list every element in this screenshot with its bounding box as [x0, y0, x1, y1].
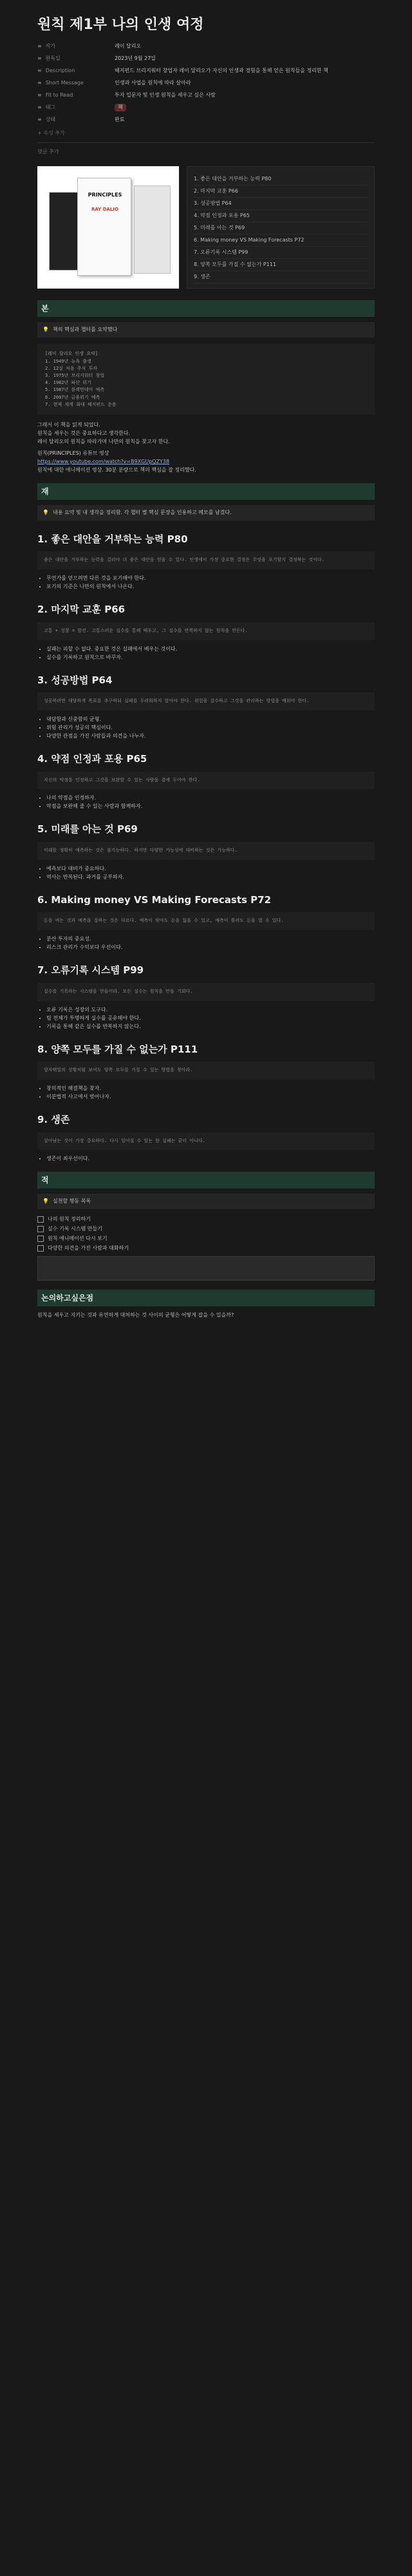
toc-item[interactable]: 2. 마지막 교훈 P66	[194, 186, 368, 198]
property-key	[37, 79, 115, 87]
summary-code-block	[37, 344, 375, 415]
property-key-label: Fit to Read	[45, 92, 73, 99]
property-icon: ≡	[37, 80, 42, 86]
toc-item[interactable]: 8. 양쪽 모두를 가질 수 없는가 P111	[194, 259, 368, 271]
property-list	[37, 43, 375, 128]
todo-label: 다양한 의견을 가진 사람과 대화하기	[48, 1245, 129, 1252]
code-line: 5. 1987년 블랙먼데이 예측	[45, 387, 105, 393]
note-item: • 위험 관리가 성공의 핵심이다.	[46, 724, 375, 732]
property-key-label: 태그	[45, 104, 56, 111]
chapter-notes	[37, 1006, 375, 1031]
chapter-quote: 좋은 대안을 거부하는 능력을 길러야 더 좋은 대안을 얻을 수 있다. 인생에서 가장 중요한 결정은 무엇을 포기할지 결정하는 것이다.	[37, 551, 375, 569]
page-title: 원칙 제1부 나의 인생 여정	[37, 17, 204, 33]
property-icon: ≡	[37, 104, 42, 111]
chapter-notes	[37, 935, 375, 951]
chapter-title: 6. Making money VS Making Forecasts P72	[37, 893, 272, 906]
todo-label: 원칙 애니메이션 다시 보기	[48, 1236, 108, 1242]
toc-item[interactable]: 1. 좋은 대안을 거부하는 능력 P80	[194, 173, 368, 186]
chapter-title: 4. 약점 인정과 포용 P65	[37, 753, 147, 765]
note-item: • 무언가를 얻으려면 다른 것을 포기해야 한다.	[46, 575, 375, 582]
intro-text	[37, 421, 375, 446]
property-value-text: 투자 입문자 및 인생 원칙을 세우고 싶은 사람	[115, 92, 216, 99]
section-jeok: 적	[37, 1172, 375, 1188]
chapter-quote: 양자택일의 상황처럼 보여도 양쪽 모두를 가질 수 있는 방법을 찾아라.	[37, 1062, 375, 1080]
code-line: 2. 12살 처음 주식 투자	[45, 365, 98, 371]
todo-label: 실수 기록 시스템 만들기	[48, 1226, 102, 1232]
chapter-title: 2. 마지막 교훈 P66	[37, 604, 126, 616]
code-line: 7. 현재 세계 최대 헤지펀드 운용	[45, 401, 117, 407]
link-description: 원칙에 대한 애니메이션 영상. 30분 분량으로 책의 핵심을 잘 정리했다.	[37, 466, 196, 473]
callout-text: 실천할 행동 목록	[52, 1198, 91, 1205]
todo-item[interactable]	[37, 1245, 375, 1252]
lightbulb-icon: 💡	[42, 509, 49, 515]
property-value	[115, 79, 375, 87]
callout-text: 내용 요약 및 내 생각을 정리함. 각 챕터 별 핵심 문장을 인용하고 메모를 남겼다.	[52, 509, 232, 515]
cover-author: RAY DALIO	[91, 207, 118, 213]
property-value	[115, 67, 375, 75]
property-row[interactable]	[37, 91, 375, 104]
property-value-text: 레이 달리오	[115, 43, 142, 50]
chapter-list	[37, 532, 375, 1163]
property-key-label: Short Message	[45, 80, 84, 86]
checkbox[interactable]	[37, 1236, 44, 1242]
chapter-quote: 자신의 약점을 인정하고 그것을 보완할 수 있는 사람을 곁에 두어야 한다.	[37, 772, 375, 790]
property-row[interactable]	[37, 43, 375, 55]
checkbox[interactable]	[37, 1226, 44, 1232]
note-item: • 약점을 보완해 줄 수 있는 사람과 함께하자.	[46, 803, 375, 810]
note-item: • 이분법적 사고에서 벗어나자.	[46, 1093, 375, 1101]
property-value-text: 인생과 사업을 원칙에 따라 살아라	[115, 80, 191, 86]
todo-label: 나의 원칙 정리하기	[48, 1216, 91, 1223]
todo-item[interactable]	[37, 1225, 375, 1233]
chapter-title: 5. 미래를 아는 것 P69	[37, 823, 138, 835]
final-text: 원칙을 세우고 지키는 것과 유연하게 대처하는 것 사이의 균형은 어떻게 잡을 수 있을까?	[37, 1312, 234, 1319]
chapter-title: 8. 양쪽 모두를 가질 수 없는가 P111	[37, 1043, 198, 1055]
note-item: • 역사는 반복된다. 과거를 공부하자.	[46, 873, 375, 881]
property-key-label: Description	[45, 68, 75, 74]
chapter-quote: 성공하려면 대담하게 목표를 추구하되 실패를 두려워하지 말아야 한다. 위험을 감수하고 그것을 관리하는 방법을 배워야 한다.	[37, 692, 375, 711]
chapter-quote: 고통 + 성찰 = 발전. 고통스러운 실수를 통해 배우고, 그 실수를 반복하지 않는 원칙을 만든다.	[37, 622, 375, 640]
hero	[37, 166, 375, 289]
intro-line: 레이 달리오의 원칙을 따라가며 나만의 원칙을 찾고자 한다.	[37, 438, 170, 444]
checkbox[interactable]	[37, 1216, 44, 1223]
property-icon: ≡	[37, 92, 42, 99]
chapter-notes	[37, 575, 375, 591]
note-item: • 실수를 기록하고 원칙으로 바꾸자.	[46, 654, 375, 662]
property-key	[37, 67, 115, 75]
checkbox[interactable]	[37, 1245, 44, 1252]
chapter-notes	[37, 1155, 375, 1163]
property-key	[37, 55, 115, 62]
note-item: • 기록을 통해 같은 실수를 반복하지 않는다.	[46, 1023, 375, 1031]
link-block	[37, 450, 375, 474]
property-key-label: 상태	[45, 117, 56, 123]
property-icon: ≡	[37, 117, 42, 123]
note-item: • 분산 투자의 중요성.	[46, 935, 375, 943]
code-line: 1. 1949년 뉴욕 출생	[45, 358, 91, 364]
property-key-label: 완독일	[45, 55, 61, 62]
chapter-notes	[37, 865, 375, 881]
code-line: 6. 2007년 금융위기 예측	[45, 394, 100, 400]
note-item: • 실패는 피할 수 없다. 중요한 것은 실패에서 배우는 것이다.	[46, 645, 375, 653]
code-line: 3. 1975년 브리지워터 창업	[45, 372, 105, 378]
note-item: • 다양한 관점을 가진 사람들과 의견을 나누자.	[46, 732, 375, 740]
property-value-text: 헤지펀드 브리지워터 창업자 레이 달리오가 자신의 인생과 경험을 통해 얻은 원칙들을 정리한 책	[115, 68, 328, 74]
note-item: • 포기의 기준은 나만의 원칙에서 나온다.	[46, 583, 375, 591]
comment-input[interactable]: 댓글 추가	[37, 149, 59, 155]
property-row[interactable]	[37, 67, 375, 79]
chapter-notes	[37, 1085, 375, 1101]
code-line: [레이 달리오 인생 요약]	[45, 351, 98, 357]
toc-item[interactable]: 3. 성공방법 P64	[194, 198, 368, 210]
note-item: • 오류 기록은 성장의 도구다.	[46, 1006, 375, 1014]
property-key-label: 작가	[45, 43, 56, 50]
callout-jae	[37, 505, 375, 520]
callout-bon	[37, 322, 375, 338]
property-row[interactable]	[37, 116, 375, 128]
book-cover-image	[37, 166, 179, 289]
todo-item[interactable]	[37, 1235, 375, 1243]
note-item: • 팀 전체가 투명하게 실수를 공유해야 한다.	[46, 1015, 375, 1022]
property-key	[37, 91, 115, 99]
chapter-notes	[37, 794, 375, 810]
lightbulb-icon: 💡	[42, 1198, 49, 1205]
intro-line: 그래서 이 책을 읽게 되었다.	[37, 421, 100, 428]
callout-text: 책의 핵심과 챕터를 요약했다	[52, 327, 118, 333]
section-jae: 재	[37, 483, 375, 500]
section-bon: 본	[37, 300, 375, 317]
note-item: • 생존이 최우선이다.	[46, 1155, 375, 1163]
note-item: • 창의적인 해결책을 찾자.	[46, 1085, 375, 1092]
divider	[37, 142, 375, 143]
todo-list	[37, 1216, 375, 1252]
screenshot-image	[37, 1256, 375, 1281]
add-property-button[interactable]: + 속성 추가	[37, 130, 65, 137]
note-item: • 나의 약점을 인정하자.	[46, 794, 375, 802]
property-icon: ≡	[37, 43, 42, 50]
chapter-notes	[37, 716, 375, 740]
note-item: • 리스크 관리가 수익보다 우선이다.	[46, 944, 375, 951]
property-key	[37, 116, 115, 124]
todo-item[interactable]	[37, 1216, 375, 1223]
note-item: • 대담함과 신중함의 균형.	[46, 716, 375, 723]
chapter-title: 1. 좋은 대안을 거부하는 능력 P80	[37, 533, 188, 545]
code-line: 4. 1982년 파산 위기	[45, 380, 91, 386]
book-side	[134, 186, 171, 274]
link-label: 원칙(PRINCIPLES) 유튜브 영상	[37, 450, 109, 456]
chapter-title: 3. 성공방법 P64	[37, 674, 113, 686]
section-final: 논의하고싶은점	[37, 1290, 375, 1306]
toc-item[interactable]: 9. 생존	[194, 271, 368, 283]
property-row[interactable]	[37, 104, 375, 116]
property-icon: ≡	[37, 68, 42, 74]
property-key	[37, 43, 115, 50]
chapter-notes	[37, 645, 375, 662]
property-value-text: 2023년 9월 27일	[115, 55, 156, 62]
callout-jeok	[37, 1194, 375, 1209]
table-of-contents	[187, 166, 375, 289]
toc-item[interactable]: 4. 약점 인정과 포용 P65	[194, 210, 368, 222]
property-icon: ≡	[37, 55, 42, 62]
property-key	[37, 104, 115, 111]
lightbulb-icon: 💡	[42, 327, 49, 333]
chapter-quote: 돈을 버는 것과 예측을 잘하는 것은 다르다. 예측이 맞아도 돈을 잃을 수 있고, 예측이 틀려도 돈을 벌 수 있다.	[37, 912, 375, 930]
property-row[interactable]	[37, 79, 375, 91]
note-item: • 예측보다 대비가 중요하다.	[46, 865, 375, 873]
toc-item[interactable]: 6. Making money VS Making Forecasts P72	[194, 234, 368, 247]
chapter-quote: 미래를 정확히 예측하는 것은 불가능하다. 하지만 다양한 가능성에 대비하는 것은 가능하다.	[37, 842, 375, 860]
property-value-text: 책	[115, 104, 126, 111]
property-value	[115, 91, 375, 99]
intro-line: 원칙을 세우는 것은 중요하다고 생각한다.	[37, 430, 131, 436]
toc-item[interactable]: 7. 오류기록 시스템 P99	[194, 247, 368, 259]
chapter-title: 9. 생존	[37, 1114, 70, 1126]
cover-title: PRINCIPLES	[88, 192, 122, 198]
property-row[interactable]	[37, 55, 375, 67]
toc-item[interactable]: 5. 미래를 아는 것 P69	[194, 222, 368, 234]
property-value	[115, 43, 375, 50]
property-value	[115, 104, 375, 111]
chapter-title: 7. 오류기록 시스템 P99	[37, 964, 144, 977]
chapter-quote: 실수를 기록하는 시스템을 만들어라. 모든 실수는 원칙을 만들 기회다.	[37, 983, 375, 1001]
chapter-quote: 살아남는 것이 가장 중요하다. 다시 일어설 수 있는 한 실패는 끝이 아니다.	[37, 1132, 375, 1150]
property-value	[115, 55, 375, 62]
property-value-text: 완료	[115, 117, 125, 123]
video-link[interactable]: https://www.youtube.com/watch?v=B9XGUpQZY38	[37, 458, 170, 464]
property-value	[115, 116, 375, 124]
